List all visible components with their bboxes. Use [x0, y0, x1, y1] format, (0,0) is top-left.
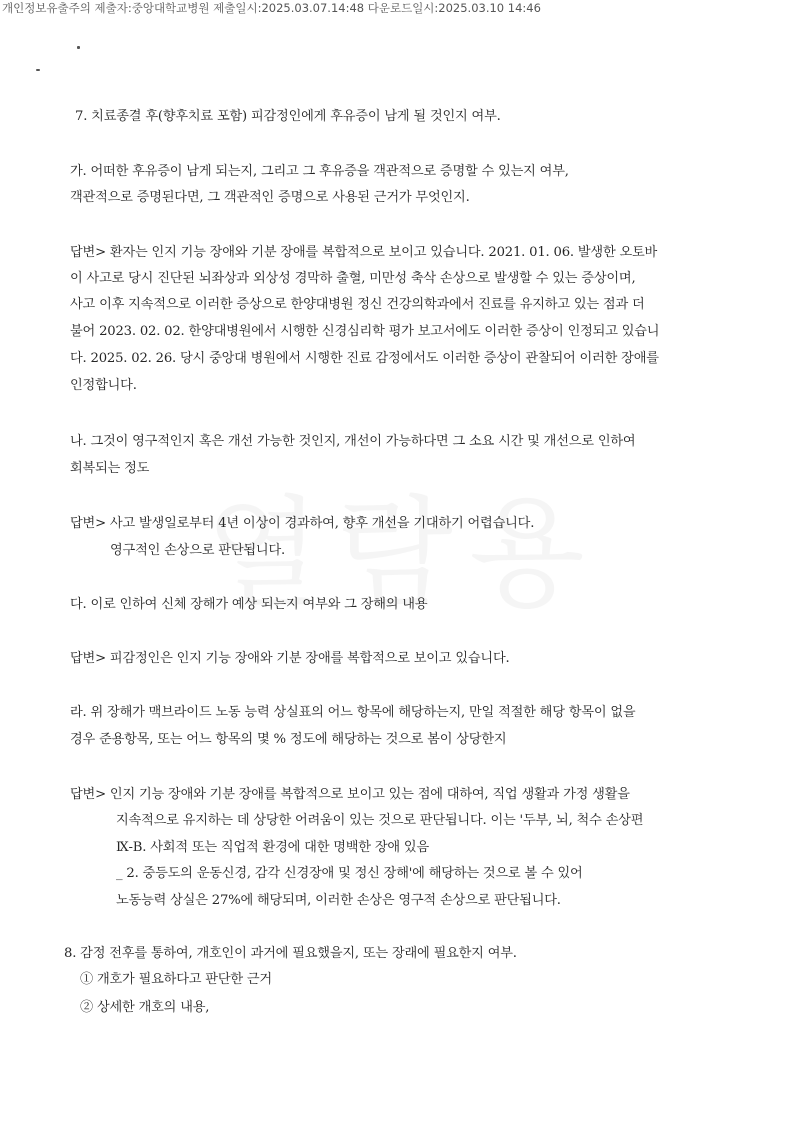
answer-ga-line: 사고 이후 지속적으로 이러한 증상으로 한양대병원 정신 건강의학과에서 진료를 유지하고 있는 점과 더: [70, 297, 645, 312]
answer-ra-line: 지속적으로 유지하는 데 상당한 어려움이 있는 것으로 판단됩니다. 이는 '두부, 뇌, 척수 손상편: [116, 813, 644, 828]
answer-ga-line: 인정합니다.: [70, 378, 137, 393]
answer-na-line: 답변> 사고 발생일로부터 4년 이상이 경과하여, 향후 개선을 기대하기 어렵습니다.: [70, 516, 535, 531]
question-ga-line: 가. 어떠한 후유증이 남게 되는지, 그리고 그 후유증을 객관적으로 증명할 수 있는지 여부,: [70, 164, 569, 179]
header-watermark-text: 개인정보유출주의 제출자:중앙대학교병원 제출일시:2025.03.07.14:48 다운로드일시:2025.03.10 14:46: [2, 1, 541, 15]
question-8-item: ② 상세한 개호의 내용,: [80, 1000, 210, 1015]
answer-na-line: 영구적인 손상으로 판단됩니다.: [110, 543, 285, 558]
answer-da: 답변> 피감정인은 인지 기능 장애와 기분 장애를 복합적으로 보이고 있습니다.: [70, 651, 510, 666]
question-ra-line: 경우 준용항목, 또는 어느 항목의 몇 % 정도에 해당하는 것으로 봄이 상당한지: [70, 732, 507, 747]
answer-ra-line: _ 2. 중등도의 운동신경, 감각 신경장애 및 정신 장해'에 해당하는 것으로 볼 수 있어: [116, 866, 583, 881]
answer-ra-line: Ⅸ-B. 사회적 또는 직업적 환경에 대한 명백한 장애 있음: [116, 840, 429, 855]
question-7-title: 7. 치료종결 후(향후치료 포함) 피감정인에게 후유증이 남게 될 것인지 여부.: [75, 109, 501, 124]
answer-ga-line: 이 사고로 당시 진단된 뇌좌상과 외상성 경막하 출혈, 미만성 축삭 손상으로 발생할 수 있는 증상이며,: [70, 271, 636, 286]
question-ra-line: 라. 위 장해가 맥브라이드 노동 능력 상실표의 어느 항목에 해당하는지, 만일 적절한 해당 항목이 없을: [70, 705, 636, 720]
question-8-item: ① 개호가 필요하다고 판단한 근거: [80, 972, 272, 987]
question-na-line: 회복되는 정도: [70, 461, 150, 476]
question-na-line: 나. 그것이 영구적인지 혹은 개선 가능한 것인지, 개선이 가능하다면 그 소요 시간 및 개선으로 인하여: [70, 434, 636, 449]
question-ga-line: 객관적으로 증명된다면, 그 객관적인 증명으로 사용된 근거가 무엇인지.: [70, 190, 470, 205]
answer-ga-line: 다. 2025. 02. 26. 당시 중앙대 병원에서 시행한 진료 감정에서도 이러한 증상이 관찰되어 이러한 장애를: [70, 351, 659, 366]
scan-speck: [36, 69, 40, 71]
answer-ra-line: 노동능력 상실은 27%에 해당되며, 이러한 손상은 영구적 손상으로 판단됩니다.: [116, 893, 561, 908]
scan-speck: [77, 46, 80, 49]
answer-ra-line: 답변> 인지 기능 장애와 기분 장애를 복합적으로 보이고 있는 점에 대하여, 직업 생활과 가정 생활을: [70, 787, 630, 802]
answer-ga-line: 불어 2023. 02. 02. 한양대병원에서 시행한 신경심리학 평가 보고서에도 이러한 증상이 인정되고 있습니: [70, 324, 660, 339]
answer-ga-line: 답변> 환자는 인지 기능 장애와 기분 장애를 복합적으로 보이고 있습니다. 2021. 01. 06. 발생한 오토바: [70, 245, 658, 260]
question-da: 다. 이로 인하여 신체 장해가 예상 되는지 여부와 그 장해의 내용: [70, 597, 428, 612]
question-8-title: 8. 감정 전후를 통하여, 개호인이 과거에 필요했을지, 또는 장래에 필요한지 여부.: [64, 946, 517, 961]
